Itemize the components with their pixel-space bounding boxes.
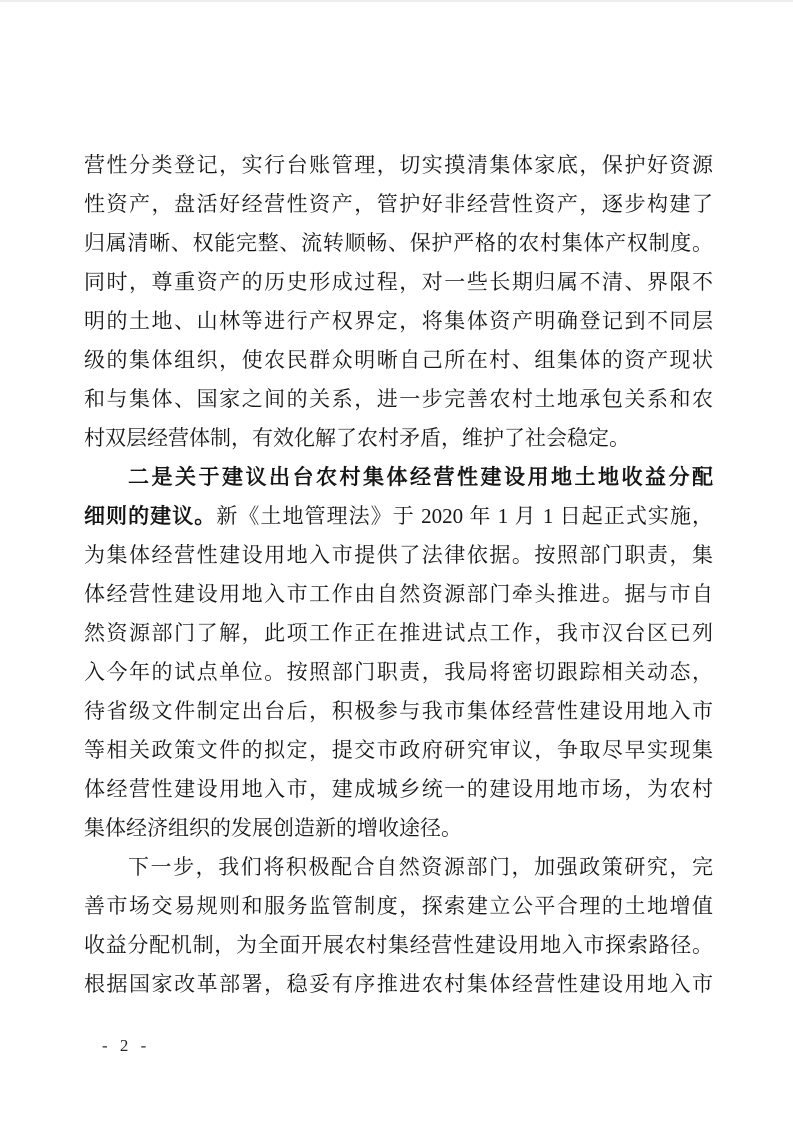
text-segment: 新《土地管理法》于 2020 年 1 月 1 日起正式实施， [216, 504, 713, 528]
text-segment: 归属清晰、权能完整、流转顺畅、保护严格的农村集体产权制度。 [84, 231, 713, 255]
text-segment: 根据国家改革部署，稳妥有序推进农村集体经营性建设用地入市 [84, 972, 713, 996]
text-line [84, 458, 713, 497]
text-segment: 为集体经营性建设用地入市提供了法律依据。按照部门职责，集 [84, 543, 713, 567]
text-line [84, 731, 713, 770]
text-segment: 入今年的试点单位。按照部门职责，我局将密切跟踪相关动态， [84, 660, 713, 684]
text-segment: 然资源部门了解，此项工作正在推进试点工作，我市汉台区已列 [84, 621, 713, 645]
text-line [84, 809, 713, 848]
text-segment: 级的集体组织，使农民群众明晰自己所在村、组集体的资产现状 [84, 348, 713, 372]
text-segment: 等相关政策文件的拟定，提交市政府研究审议，争取尽早实现集 [84, 738, 713, 762]
paragraph [84, 146, 713, 458]
text-segment: 善市场交易规则和服务监管制度，探索建立公平合理的土地增值 [84, 894, 713, 918]
page-number: - 2 - [102, 1036, 151, 1055]
document-body [84, 146, 713, 1004]
text-segment: 和与集体、国家之间的关系，进一步完善农村土地承包关系和农 [84, 387, 713, 411]
text-segment: 下一步，我们将积极配合自然资源部门，加强政策研究，完 [128, 855, 713, 879]
text-line [84, 380, 713, 419]
text-line [84, 185, 713, 224]
text-line [84, 653, 713, 692]
text-segment: 同时，尊重资产的历史形成过程，对一些长期归属不清、界限不 [84, 270, 713, 294]
text-segment: 集体经济组织的发展创造新的增收途径。 [84, 816, 462, 840]
text-line [84, 887, 713, 926]
text-line [84, 146, 713, 185]
text-segment: 收益分配机制，为全面开展农村集经营性建设用地入市探索路径。 [84, 933, 713, 957]
bold-text-segment: 细则的建议。 [84, 504, 217, 528]
text-segment: 营性分类登记，实行台账管理，切实摸清集体家底，保护好资源 [84, 153, 713, 177]
text-line [84, 965, 713, 1004]
text-segment: 体经营性建设用地入市工作由自然资源部门牵头推进。据与市自 [84, 582, 713, 606]
bold-text-segment: 二是关于建议出台农村集体经营性建设用地土地收益分配 [128, 465, 713, 489]
text-line [84, 926, 713, 965]
scan-artifact-top-edge [0, 0, 793, 2]
paragraph [84, 458, 713, 848]
text-segment: 体经营性建设用地入市，建成城乡统一的建设用地市场，为农村 [84, 777, 713, 801]
text-line [84, 497, 713, 536]
text-line [84, 692, 713, 731]
text-line [84, 575, 713, 614]
paragraph [84, 848, 713, 1004]
text-segment: 村双层经营体制，有效化解了农村矛盾，维护了社会稳定。 [84, 426, 630, 450]
text-segment: 性资产，盘活好经营性资产，管护好非经营性资产，逐步构建了 [84, 192, 713, 216]
text-line [84, 770, 713, 809]
text-segment: 待省级文件制定出台后，积极参与我市集体经营性建设用地入市 [84, 699, 713, 723]
text-line [84, 224, 713, 263]
text-line [84, 341, 713, 380]
text-line [84, 614, 713, 653]
text-line [84, 419, 713, 458]
text-line [84, 536, 713, 575]
text-line [84, 263, 713, 302]
text-segment: 明的土地、山林等进行产权界定，将集体资产明确登记到不同层 [84, 309, 713, 333]
text-line [84, 848, 713, 887]
text-line [84, 302, 713, 341]
